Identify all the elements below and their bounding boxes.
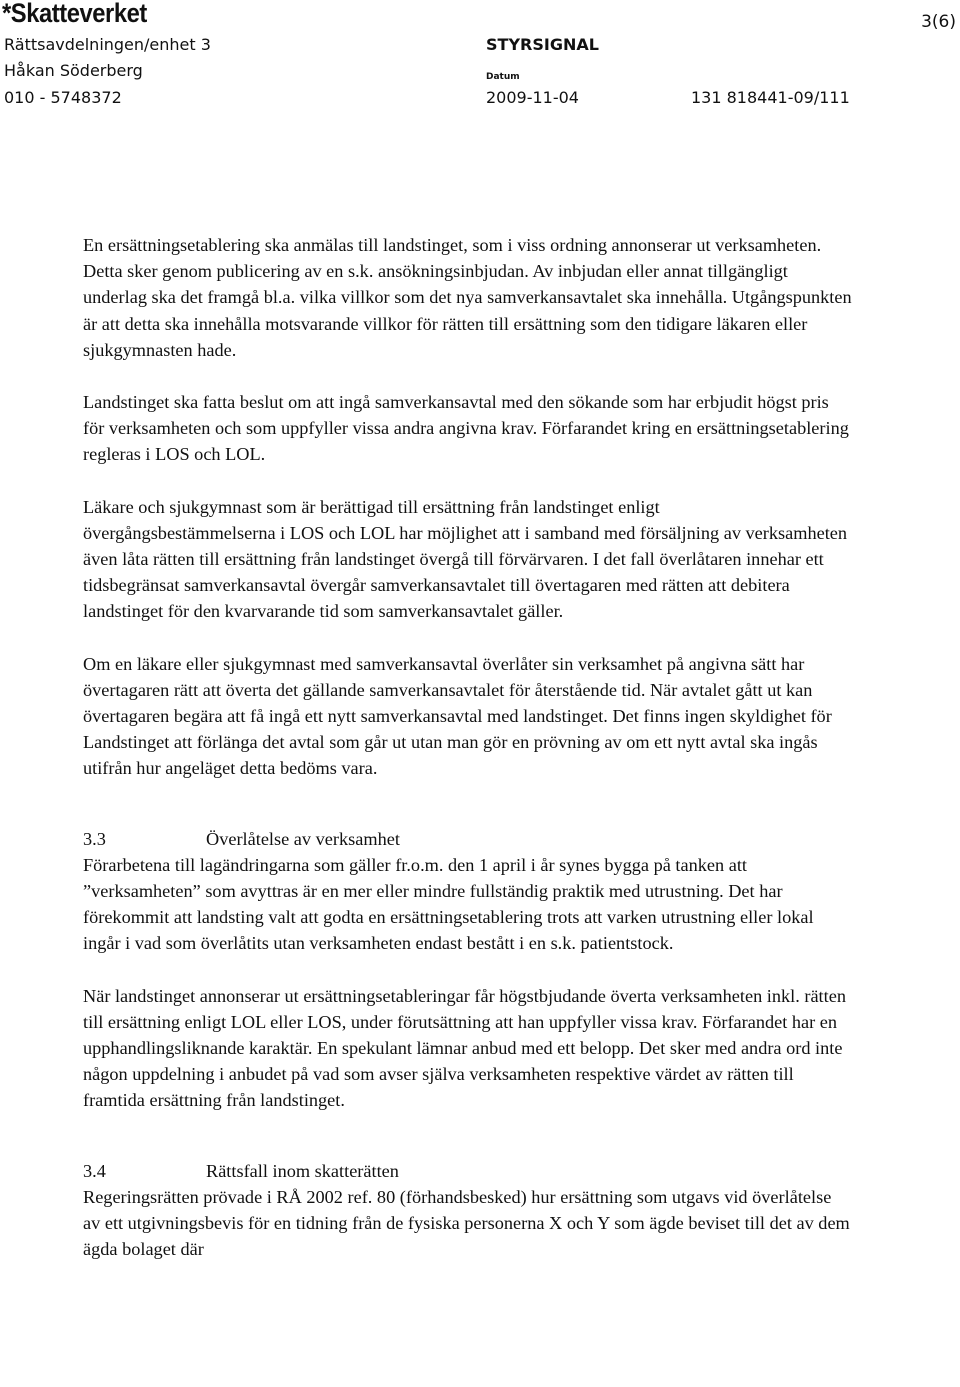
section-number: 3.3 (83, 828, 106, 849)
document-date: 2009-11-04 (486, 88, 579, 107)
body-paragraph-2: Landstinget ska fatta beslut om att ingå samverkansavtal med den sökande som har erbjudit högst pris för verksamheten och som uppfyller vissa andra angivna krav. Förfarandet kring en ersättningsetablering regleras i LOS och LOL. (83, 392, 849, 465)
date-label: Datum (486, 72, 520, 82)
section-3-3 (83, 826, 853, 1114)
document-header (0, 0, 960, 110)
section-3-4 (83, 1158, 853, 1263)
section-number: 3.4 (83, 1160, 106, 1181)
section-title: Överlåtelse av verksamhet (206, 828, 400, 849)
phone-number: 010 - 5748372 (4, 88, 122, 107)
section-heading (83, 826, 853, 852)
section-3-4-paragraph-1: Regeringsrätten prövade i RÅ 2002 ref. 80 (förhandsbesked) hur ersättning som utgavs vid överlåtelse av ett utgivningsbevis för en tidning från de fysiska personerna X och Y som ägde beviset till det av dem ägda bolaget där (83, 1186, 850, 1260)
section-heading (83, 1158, 853, 1184)
author-name: Håkan Söderberg (4, 61, 143, 80)
section-3-3-paragraph-2: När landstinget annonserar ut ersättningsetableringar får högstbjudande överta verksamheten inkl. rätten till ersättning enligt LOL eller LOS, under förutsättning att han uppfyller vissa krav. Förfarandet har en upphandlingsliknande karaktär. En spekulant lämnar anbud med ett belopp. Det sker med andra ord inte någon uppdelning i anbudet på vad som avser själva verksamheten respektive värdet av rätten till framtida ersättning från landstinget. (83, 985, 846, 1111)
document-type: STYRSIGNAL (486, 35, 599, 54)
section-title: Rättsfall inom skatterätten (206, 1160, 399, 1181)
document-body (83, 232, 853, 1289)
reference-number: 131 818441-09/111 (691, 88, 850, 107)
department-name: Rättsavdelningen/enhet 3 (4, 35, 211, 54)
body-paragraph-4: Om en läkare eller sjukgymnast med samverkansavtal överlåter sin verksamhet på angivna sätt har övertagaren rätt att överta det gällande samverkansavtalet för återstående tid. När avtalet gått ut kan övertagaren begära att få ingå ett nytt samverkansavtal med landstinget. Det finns ingen skyldighet för Landstinget att förlänga det avtal som går ut utan man gör en prövning av om ett nytt avtal ska ingås utifrån hur angeläget detta bedöms vara. (83, 653, 832, 779)
skatteverket-logo: *Skatteverket (2, 0, 147, 28)
body-paragraph-1: En ersättningsetablering ska anmälas till landstinget, som i viss ordning annonserar ut verksamheten. Detta sker genom publicering av en s.k. ansökningsinbjudan. Av inbjudan eller annat tillgängligt underlag ska det framgå bl.a. vilka villkor som det nya samverkansavtalet ska innehålla. Utgångspunkten är att detta ska innehålla motsvarande villkor för rätten till ersättning som den tidigare läkaren eller sjukgymnasten hade. (83, 235, 852, 360)
body-paragraph-3: Läkare och sjukgymnast som är berättigad till ersättning från landstinget enligt övergångsbestämmelserna i LOS och LOL har möjlighet att i samband med försäljning av verksamheten även låta rätten till ersättning från landstinget övergå till förvärvaren. I det fall överlåtaren innehar ett tidsbegränsat samverkansavtal övergår samverkansavtalet till övertagaren med rätten att debitera landstinget för den kvarvarande tid som samverkansavtalet gäller. (83, 496, 848, 622)
section-3-3-paragraph-1: Förarbetena till lagändringarna som gäller fr.o.m. den 1 april i år synes bygga på tanken att ”verksamheten” som avyttras är en mer eller mindre fullständig praktik med utrustning. Det har förekommit att landsting valt att godta en ersättningsetablering trots att varken utrustning eller lokal ingår i vad som överlåtits utan verksamheten endast bestått i en s.k. patientstock. (83, 854, 814, 954)
page-number: 3(6) (921, 12, 956, 32)
